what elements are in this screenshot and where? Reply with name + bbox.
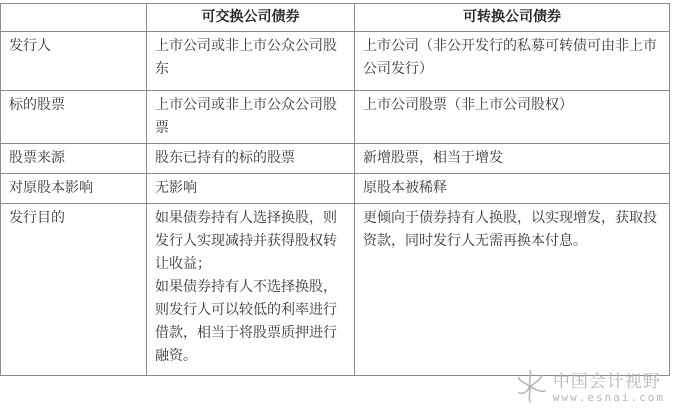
table-row-stock — [1, 91, 670, 144]
watermark-site-name: 中国会计视野 — [552, 372, 661, 392]
cell-convertible-effect: 原股本被稀释 — [355, 174, 670, 204]
cell-exchangeable-effect: 无影响 — [147, 174, 355, 204]
table-row-source — [1, 144, 670, 174]
table-row-effect — [1, 174, 670, 204]
table-header-row — [1, 4, 670, 32]
header-convertible-bond: 可转换公司债券 — [355, 4, 670, 32]
table-row-purpose — [1, 204, 670, 376]
row-label-effect: 对原股本影响 — [1, 174, 147, 204]
table-row-issuer — [1, 32, 670, 91]
cell-convertible-stock: 上市公司股票（非上市公司股权） — [355, 91, 670, 144]
cell-convertible-purpose: 更倾向于债券持有人换股，以实现增发，获取投资款，同时发行人无需再换本付息。 — [355, 204, 670, 376]
row-label-stock: 标的股票 — [1, 91, 147, 144]
flower-logo-icon — [513, 368, 553, 408]
watermark — [513, 368, 665, 408]
purpose-exchangeable-para-2: 如果债券持有人不选择换股，则发行人可以较低的利率进行借款，相当于将股票质押进行融资。 — [155, 279, 337, 364]
cell-exchangeable-purpose — [147, 204, 355, 376]
row-label-source: 股票来源 — [1, 144, 147, 174]
watermark-site-url: www.esnai.com — [552, 391, 665, 404]
header-exchangeable-bond: 可交换公司债券 — [147, 4, 355, 32]
row-label-issuer: 发行人 — [1, 32, 147, 91]
cell-exchangeable-stock: 上市公司或非上市公众公司股票 — [147, 91, 355, 144]
row-label-purpose: 发行目的 — [1, 204, 147, 376]
cell-convertible-source: 新增股票，相当于增发 — [355, 144, 670, 174]
purpose-exchangeable-para-1: 如果债券持有人选择换股，则发行人实现减持并获得股权转让收益； — [155, 210, 337, 272]
header-empty — [1, 4, 147, 32]
cell-exchangeable-issuer: 上市公司或非上市公众公司股东 — [147, 32, 355, 91]
cell-convertible-issuer: 上市公司（非公开发行的私募可转债可由非上市公司发行） — [355, 32, 670, 91]
cell-exchangeable-source: 股东已持有的标的股票 — [147, 144, 355, 174]
comparison-table — [0, 3, 670, 376]
